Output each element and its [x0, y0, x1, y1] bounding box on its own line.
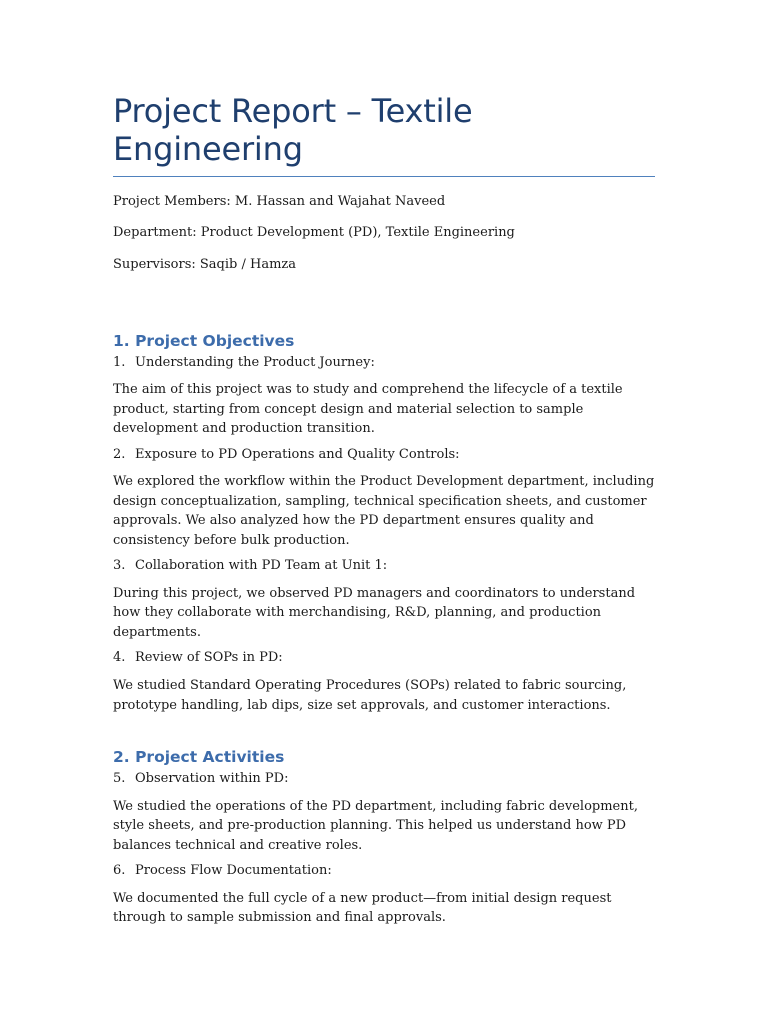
list-item-number: 6. — [113, 863, 126, 879]
list-item-title — [113, 558, 655, 574]
list-item-title — [113, 863, 655, 879]
project-supervisors: Supervisors: Saqib / Hamza — [113, 256, 297, 272]
section-heading-activities: 2. Project Activities — [113, 748, 285, 767]
list-item-title — [113, 650, 655, 666]
list-item-label: Process Flow Documentation: — [135, 863, 332, 879]
list-item-label: Collaboration with PD Team at Unit 1: — [135, 558, 388, 574]
list-item-label: Review of SOPs in PD: — [135, 650, 283, 666]
list-item-title — [113, 447, 655, 463]
paragraph: We explored the workflow within the Product Development department, including design conceptualization, sampling, technical specification sheets, and customer approvals. We also analyzed how the PD department ensures quality and consistency before bulk production. — [113, 474, 655, 548]
paragraph: We studied the operations of the PD department, including fabric development, style sheets, and pre-production planning. This helped us understand how PD balances technical and creative roles. — [113, 798, 638, 853]
list-item-label: Observation within PD: — [135, 771, 289, 787]
paragraph: During this project, we observed PD managers and coordinators to understand how they collaborate with merchandising, R&D, planning, and production departments. — [113, 585, 636, 640]
list-item-number: 4. — [113, 650, 126, 666]
project-members: Project Members: M. Hassan and Wajahat Naveed — [113, 193, 446, 209]
paragraph: We studied Standard Operating Procedures (SOPs) related to fabric sourcing, prototype handling, lab dips, size set approvals, and customer interactions. — [113, 678, 627, 713]
list-item-label: Understanding the Product Journey: — [135, 354, 375, 370]
document-title: Project Report – Textile Engineering — [113, 92, 655, 177]
list-item-number: 3. — [113, 558, 126, 574]
list-item-number: 1. — [113, 354, 126, 370]
list-item-number: 2. — [113, 446, 126, 462]
list-item-label: Exposure to PD Operations and Quality Controls: — [135, 446, 460, 462]
list-item-title — [113, 355, 655, 371]
section-heading-objectives: 1. Project Objectives — [113, 331, 295, 350]
list-item-number: 5. — [113, 771, 126, 787]
list-item-title — [113, 771, 655, 787]
project-meta — [113, 194, 655, 273]
paragraph: We documented the full cycle of a new product—from initial design request through to sample submission and final approvals. — [113, 890, 612, 926]
project-department: Department: Product Development (PD), Textile Engineering — [113, 225, 515, 241]
paragraph: The aim of this project was to study and comprehend the lifecycle of a textile product, starting from concept design and material selection to sample development and production transition. — [113, 382, 623, 437]
